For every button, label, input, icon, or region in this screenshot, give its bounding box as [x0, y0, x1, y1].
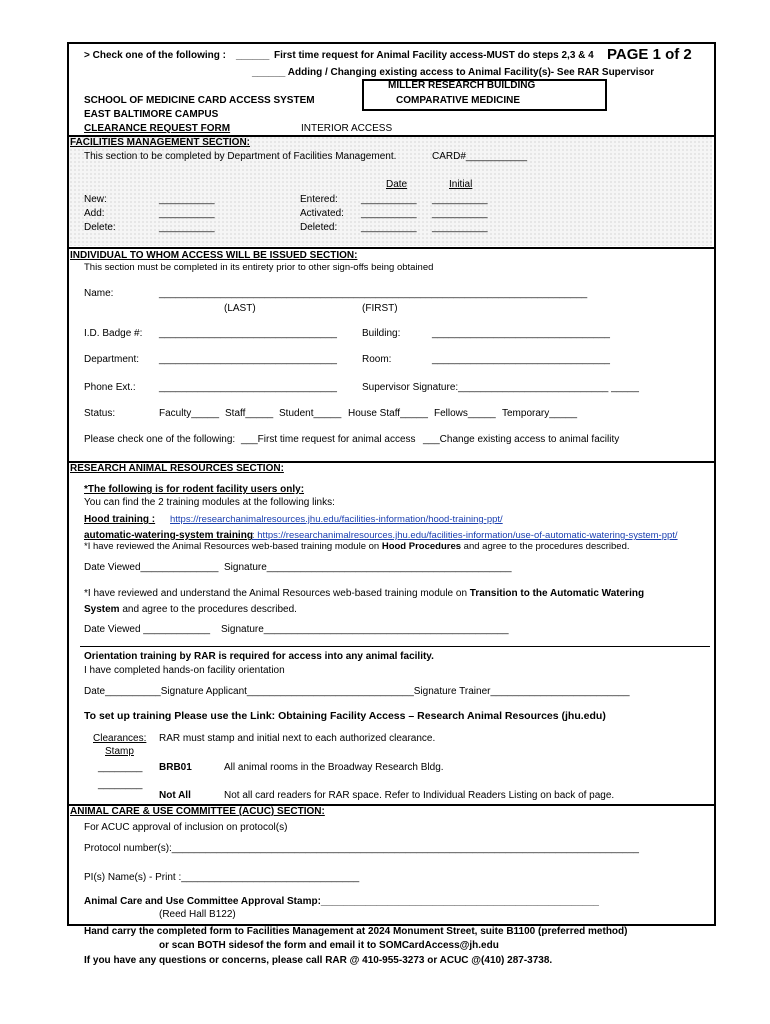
- watering-training-link[interactable]: : https://researchanimalresources.jhu.edu/facilities-information/use-of-automatic-watering-system-ppt/: [252, 530, 678, 541]
- badge-field[interactable]: ________________________________: [159, 328, 337, 339]
- watering-review-statement-cont: System and agree to the procedures described.: [84, 604, 297, 615]
- status-temporary[interactable]: Temporary_____: [502, 408, 578, 419]
- section-divider: [67, 247, 714, 249]
- status-staff[interactable]: Staff_____: [225, 408, 274, 419]
- building-field[interactable]: ________________________________: [432, 328, 610, 339]
- hood-signature-field[interactable]: Signature____________________________________________: [224, 562, 512, 573]
- delete-label: Delete:: [84, 222, 116, 233]
- brb01-code: BRB01: [159, 762, 192, 773]
- activated-date-field[interactable]: __________: [361, 208, 417, 219]
- new-field[interactable]: __________: [159, 194, 215, 205]
- phone-field[interactable]: ________________________________: [159, 382, 337, 393]
- entered-label: Entered:: [300, 194, 338, 205]
- email-instructions: or scan BOTH sidesof the form and email it to SOMCardAccess@jh.edu: [159, 940, 499, 951]
- brb01-description: All animal rooms in the Broadway Research Bldg.: [224, 762, 444, 773]
- room-field[interactable]: ________________________________: [432, 354, 610, 365]
- not-all-stamp-field[interactable]: ________: [98, 779, 143, 790]
- reed-hall-note: (Reed Hall B122): [159, 909, 236, 920]
- entered-date-field[interactable]: __________: [361, 194, 417, 205]
- school-title: SCHOOL OF MEDICINE CARD ACCESS SYSTEM: [84, 95, 315, 106]
- page-number: PAGE 1 of 2: [607, 46, 692, 63]
- clearances-label: Clearances:: [93, 733, 147, 744]
- hood-date-viewed-field[interactable]: Date Viewed______________: [84, 562, 219, 573]
- last-name-caption: (LAST): [224, 303, 256, 314]
- acuc-approval-note: For ACUC approval of inclusion on protocol(s): [84, 822, 288, 833]
- individual-note: This section must be completed in its entirety prior to other sign-offs being obtained: [84, 262, 434, 273]
- protocol-number-field[interactable]: Protocol number(s):____________________________________________________________________________________: [84, 843, 639, 854]
- activated-label: Activated:: [300, 208, 344, 219]
- deleted-label: Deleted:: [300, 222, 338, 233]
- status-house-staff[interactable]: House Staff_____: [348, 408, 428, 419]
- phone-label: Phone Ext.:: [84, 382, 136, 393]
- acuc-stamp-field[interactable]: Animal Care and Use Committee Approval Stamp:__________________________________________________: [84, 896, 599, 907]
- orientation-note: Orientation training by RAR is required for access into any animal facility.: [84, 651, 434, 662]
- interior-access-label: INTERIOR ACCESS: [301, 123, 393, 134]
- add-label: Add:: [84, 208, 105, 219]
- stamp-label: Stamp: [105, 746, 134, 757]
- hands-on-note: I have completed hands-on facility orientation: [84, 665, 285, 676]
- watering-signature-field[interactable]: Signature____________________________________________: [221, 624, 509, 635]
- hood-training-label: Hood training :: [84, 514, 156, 525]
- delete-field[interactable]: __________: [159, 222, 215, 233]
- not-all-code: Not All: [159, 790, 191, 801]
- pi-name-field[interactable]: PI(s) Name(s) - Print :________________________________: [84, 872, 360, 883]
- entered-initial-field[interactable]: __________: [432, 194, 488, 205]
- training-modules-note: You can find the 2 training modules at the following links:: [84, 497, 335, 508]
- individual-section-title: INDIVIDUAL TO WHOM ACCESS WILL BE ISSUED SECTION:: [70, 250, 358, 261]
- stamp-instruction: RAR must stamp and initial next to each authorized clearance.: [159, 733, 436, 744]
- adding-changing-label: ______ Adding / Changing existing access to Animal Facility(s)- See RAR Supervisor: [252, 67, 655, 78]
- deleted-initial-field[interactable]: __________: [432, 222, 488, 233]
- status-student[interactable]: Student_____: [279, 408, 342, 419]
- hood-review-statement: *I have reviewed the Animal Resources web-based training module on Hood Procedures and agree to the procedures described.: [84, 541, 630, 552]
- department-field[interactable]: ________________________________: [159, 354, 337, 365]
- campus-title: EAST BALTIMORE CAMPUS: [84, 109, 219, 120]
- badge-label: I.D. Badge #:: [84, 328, 143, 339]
- name-label: Name:: [84, 288, 114, 299]
- rar-divider: [80, 646, 710, 647]
- first-request-label: First time request for Animal Facility access-MUST do steps 2,3 & 4: [274, 50, 594, 61]
- brb01-stamp-field[interactable]: ________: [98, 762, 143, 773]
- facilities-note: This section to be completed by Department of Facilities Management.: [84, 151, 397, 162]
- status-label: Status:: [84, 408, 116, 419]
- department-name: COMPARATIVE MEDICINE: [396, 95, 521, 106]
- rodent-note: *The following is for rodent facility users only:: [84, 484, 305, 495]
- watering-training-label: automatic-watering-system training: [84, 530, 253, 541]
- activated-initial-field[interactable]: __________: [432, 208, 488, 219]
- watering-review-statement: *I have reviewed and understand the Animal Resources web-based training module on Transition to the Automatic Watering: [84, 588, 645, 599]
- new-label: New:: [84, 194, 107, 205]
- watering-date-viewed-field[interactable]: Date Viewed ____________: [84, 624, 211, 635]
- hood-training-link[interactable]: https://researchanimalresources.jhu.edu/facilities-information/hood-training-ppt/: [170, 514, 503, 525]
- first-name-caption: (FIRST): [362, 303, 398, 314]
- initial-header: Initial: [449, 179, 473, 190]
- supervisor-signature-field[interactable]: Supervisor Signature:___________________________ _____: [362, 382, 639, 393]
- department-label: Department:: [84, 354, 140, 365]
- not-all-description: Not all card readers for RAR space. Refer to Individual Readers Listing on back of page.: [224, 790, 615, 801]
- contact-info: If you have any questions or concerns, please call RAR @ 410-955-3273 or ACUC @(410) 287-3738.: [84, 955, 553, 966]
- deleted-date-field[interactable]: __________: [361, 222, 417, 233]
- rar-section-title: RESEARCH ANIMAL RESOURCES SECTION:: [70, 463, 284, 474]
- card-number-field[interactable]: CARD#___________: [432, 151, 528, 162]
- access-type-label: Please check one of the following:: [84, 434, 236, 445]
- status-fellows[interactable]: Fellows_____: [434, 408, 496, 419]
- add-field[interactable]: __________: [159, 208, 215, 219]
- submission-instructions: Hand carry the completed form to Facilities Management at 2024 Monument Street, suite B1100 (preferred method): [84, 926, 628, 937]
- form-title: CLEARANCE REQUEST FORM: [84, 123, 231, 134]
- room-label: Room:: [362, 354, 392, 365]
- first-request-blank[interactable]: ______: [236, 50, 270, 61]
- acuc-section-title: ANIMAL CARE & USE COMMITTEE (ACUC) SECTION:: [70, 806, 325, 817]
- facilities-section-title: FACILITIES MANAGEMENT SECTION:: [70, 137, 250, 148]
- check-one-label: > Check one of the following :: [84, 50, 226, 61]
- status-faculty[interactable]: Faculty_____: [159, 408, 220, 419]
- building-label: Building:: [362, 328, 401, 339]
- building-name: MILLER RESEARCH BUILDING: [388, 80, 536, 91]
- orientation-signature-line[interactable]: Date__________Signature Applicant______________________________Signature Trainer_________________________: [84, 686, 630, 697]
- first-time-option[interactable]: ___First time request for animal access: [241, 434, 416, 445]
- change-existing-option[interactable]: ___Change existing access to animal facility: [423, 434, 620, 445]
- name-field[interactable]: _____________________________________________________________________________: [159, 288, 588, 299]
- training-setup-note: To set up training Please use the Link: Obtaining Facility Access – Research Animal Resources (jhu.edu): [84, 710, 606, 722]
- date-header: Date: [386, 179, 408, 190]
